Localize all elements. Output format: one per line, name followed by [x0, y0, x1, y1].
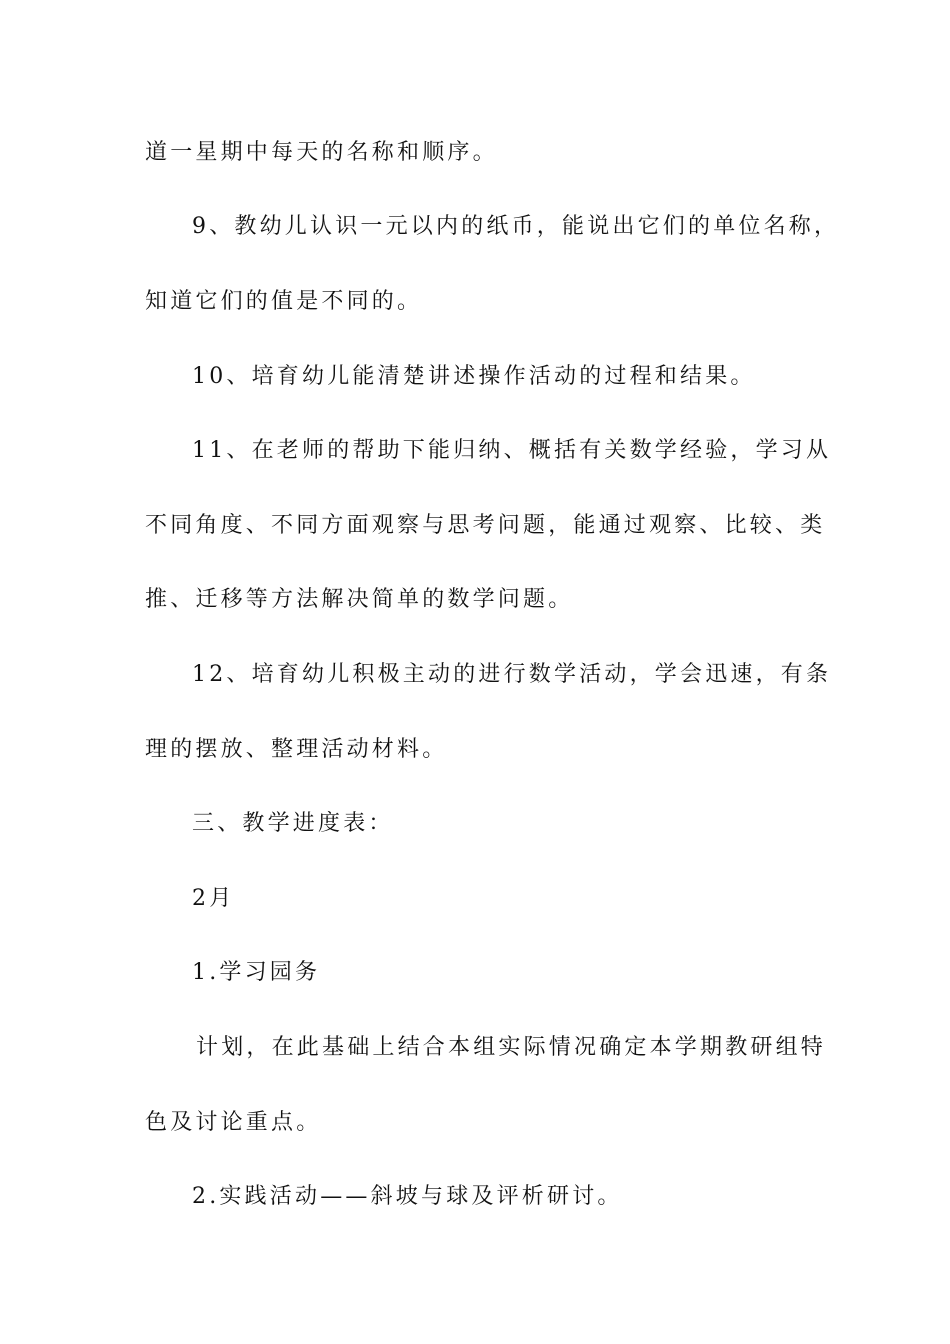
- text-line: 推、迁移等方法解决简单的数学问题。: [145, 587, 574, 612]
- text-line: 10、培育幼儿能清楚讲述操作活动的过程和结果。: [192, 364, 756, 389]
- section-heading: 三、教学进度表：: [192, 811, 394, 836]
- month-label: 2月: [192, 886, 235, 911]
- text-line: 道一星期中每天的名称和顺序。: [145, 140, 498, 165]
- text-line: 理的摆放、整理活动材料。: [145, 737, 448, 762]
- text-line: 9、教幼儿认识一元以内的纸币，能说出它们的单位名称，: [192, 214, 840, 239]
- text-line: 色及讨论重点。: [145, 1110, 322, 1135]
- text-line: 11、在老师的帮助下能归纳、概括有关数学经验，学习从: [192, 438, 832, 463]
- text-line: 12、培育幼儿积极主动的进行数学活动，学会迅速，有条: [192, 662, 832, 687]
- list-item: 1.学习园务: [192, 960, 321, 985]
- text-line: 计划，在此基础上结合本组实际情况确定本学期教研组特: [196, 1035, 827, 1060]
- text-line: 不同角度、不同方面观察与思考问题，能通过观察、比较、类: [145, 513, 826, 538]
- list-item: 2.实践活动——斜坡与球及评析研讨。: [192, 1184, 623, 1209]
- text-line: 知道它们的值是不同的。: [145, 289, 423, 314]
